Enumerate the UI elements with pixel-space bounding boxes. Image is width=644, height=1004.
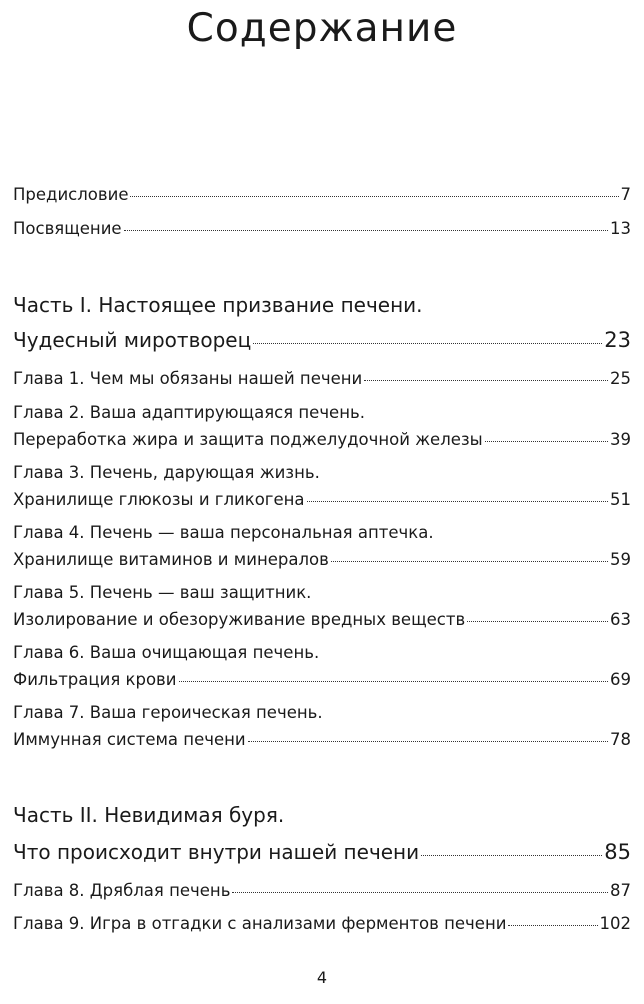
toc-entry-chapter-3[interactable]: [13, 490, 631, 509]
part-subheading: Чудесный миротворец: [13, 328, 252, 352]
chapter-title: Глава 8. Дряблая печень: [13, 881, 231, 900]
chapter-title: Глава 4. Печень — ваша персональная аптечка.: [13, 523, 434, 542]
dot-leader: [124, 230, 608, 231]
dot-leader: [307, 501, 608, 502]
dot-leader: [232, 892, 608, 893]
entry-page: 63: [610, 610, 631, 629]
dot-leader: [248, 741, 608, 742]
toc-entry-chapter-2[interactable]: [13, 430, 631, 449]
dot-leader: [485, 441, 608, 442]
part-heading: Часть I. Настоящее призвание печени.: [13, 293, 423, 317]
toc-entry-chapter-7[interactable]: [13, 730, 631, 749]
chapter-title: Глава 6. Ваша очищающая печень.: [13, 643, 320, 662]
dot-leader: [331, 561, 608, 562]
toc-entry-part-1[interactable]: [13, 328, 631, 352]
entry-page: 78: [610, 730, 631, 749]
dot-leader: [253, 343, 602, 344]
toc-entry-part-2[interactable]: [13, 840, 631, 864]
part-subheading: Что происходит внутри нашей печени: [13, 840, 420, 864]
toc-entry-dedication[interactable]: [13, 219, 631, 238]
dot-leader: [179, 681, 608, 682]
chapter-title: Глава 2. Ваша адаптирующаяся печень.: [13, 403, 365, 422]
chapter-subtitle: Иммунная система печени: [13, 730, 246, 749]
toc-entry-chapter-8[interactable]: [13, 881, 631, 900]
chapter-title: Глава 1. Чем мы обязаны нашей печени: [13, 369, 363, 388]
toc-entry-chapter-5[interactable]: [13, 610, 631, 629]
part-heading: Часть II. Невидимая буря.: [13, 803, 285, 827]
entry-page: 39: [610, 430, 631, 449]
entry-page: 51: [610, 490, 631, 509]
dot-leader: [467, 621, 608, 622]
entry-page: 87: [610, 881, 631, 900]
entry-page: 59: [610, 550, 631, 569]
chapter-subtitle: Переработка жира и защита поджелудочной железы: [13, 430, 483, 449]
dot-leader: [421, 855, 602, 856]
dot-leader: [130, 196, 618, 197]
chapter-title: Глава 3. Печень, дарующая жизнь.: [13, 463, 320, 482]
toc-entry-chapter-9[interactable]: [13, 914, 631, 933]
chapter-subtitle: Хранилище глюкозы и гликогена: [13, 490, 305, 509]
chapter-title: Глава 5. Печень — ваш защитник.: [13, 583, 312, 602]
entry-page: 7: [620, 185, 631, 204]
entry-page: 23: [604, 328, 631, 352]
chapter-title: Глава 9. Игра в отгадки с анализами ферментов печени: [13, 914, 507, 933]
chapter-subtitle: Изолирование и обезоруживание вредных веществ: [13, 610, 466, 629]
chapter-subtitle: Хранилище витаминов и минералов: [13, 550, 329, 569]
toc-entry-chapter-6[interactable]: [13, 670, 631, 689]
toc-entry-preface[interactable]: [13, 185, 631, 204]
chapter-subtitle: Фильтрация крови: [13, 670, 177, 689]
chapter-title: Глава 7. Ваша героическая печень.: [13, 703, 323, 722]
entry-page: 13: [610, 219, 631, 238]
toc-entry-chapter-4[interactable]: [13, 550, 631, 569]
dot-leader: [364, 380, 608, 381]
page-number: 4: [316, 968, 328, 987]
entry-label: Посвящение: [13, 219, 122, 238]
entry-page: 102: [599, 914, 631, 933]
entry-label: Предисловие: [13, 185, 129, 204]
entry-page: 25: [610, 369, 631, 388]
toc-entry-chapter-1[interactable]: [13, 369, 631, 388]
entry-page: 85: [604, 840, 631, 864]
page-title: Содержание: [186, 6, 458, 51]
dot-leader: [508, 925, 597, 926]
entry-page: 69: [610, 670, 631, 689]
